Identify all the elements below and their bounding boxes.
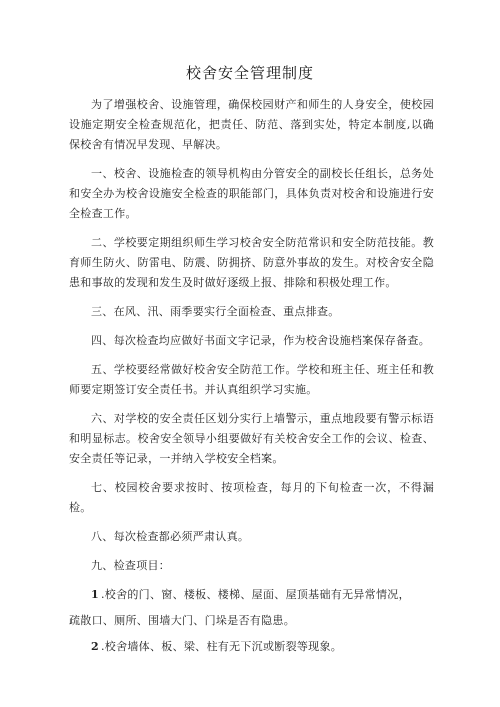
- clause-5-paragraph: 五、学校要经常做好校舍安全防范工作。学校和班主任、班主任和教师要定期签订安全责任书。并认真组织学习实施。: [69, 363, 434, 396]
- document-title: 校舍安全管理制度: [185, 64, 314, 82]
- clause-3-paragraph: 三、在风、汛、雨季要实行全面检查、重点排查。: [91, 305, 340, 318]
- clause-6-paragraph: 六、对学校的安全责任区划分实行上墙警示，重点地段要有警示标语和明显标志。校舍安全领导小组要做好有关校舍安全工作的会议、检查、安全责任等记录，一并纳入学校安全档案。: [69, 412, 434, 465]
- inspection-item-text: .校舍墙体、板、梁、柱有无下沉或断裂等现象。: [100, 640, 343, 653]
- clause-9-paragraph: 九、检查项目：: [91, 559, 171, 572]
- inspection-item-1-continuation: 疏散口、厕所、围墙大门、门垛是否有隐患。: [69, 614, 295, 627]
- clause-8-paragraph: 八、每次检查都必须严肃认真。: [91, 530, 250, 543]
- document-body: [69, 95, 434, 663]
- inspection-item-2: [69, 637, 434, 657]
- clause-2-paragraph: 二、学校要定期组织师生学习校舍安全防范常识和安全防范技能。教育师生防火、防雷电、防震、防拥挤、防意外事故的发生。对校舍安全隐患和事故的发现和发生及时做好逐级上报、排除和积极处理工作。: [69, 236, 434, 289]
- inspection-item-number: 1: [91, 588, 99, 601]
- clause-4-paragraph: 四、每次检查均应做好书面文字记录，作为校舍设施档案保存备查。: [91, 334, 430, 347]
- intro-paragraph: 为了增强校舍、设施管理，确保校园财产和师生的人身安全，使校园设施定期安全检查规范化，把责任、防范、落到实处，特定本制度,以确保校舍有情况早发现、早解决。: [69, 98, 434, 151]
- inspection-item-text: .校舍的门、窗、楼板、楼梯、屋面、屋顶基础有无异常情况，: [100, 588, 410, 601]
- clause-1-paragraph: 一、校舍、设施检查的领导机构由分管安全的副校长任组长，总务处和安全办为校舍设施安全检查的职能部门，具体负责对校舍和设施进行安全检查工作。: [69, 167, 434, 220]
- inspection-item-number: 2: [91, 640, 99, 653]
- clause-7-paragraph: 七、校园校舍要求按时、按项检查，每月的下旬检查一次，不得漏检。: [69, 481, 434, 514]
- inspection-item-1: [69, 585, 434, 605]
